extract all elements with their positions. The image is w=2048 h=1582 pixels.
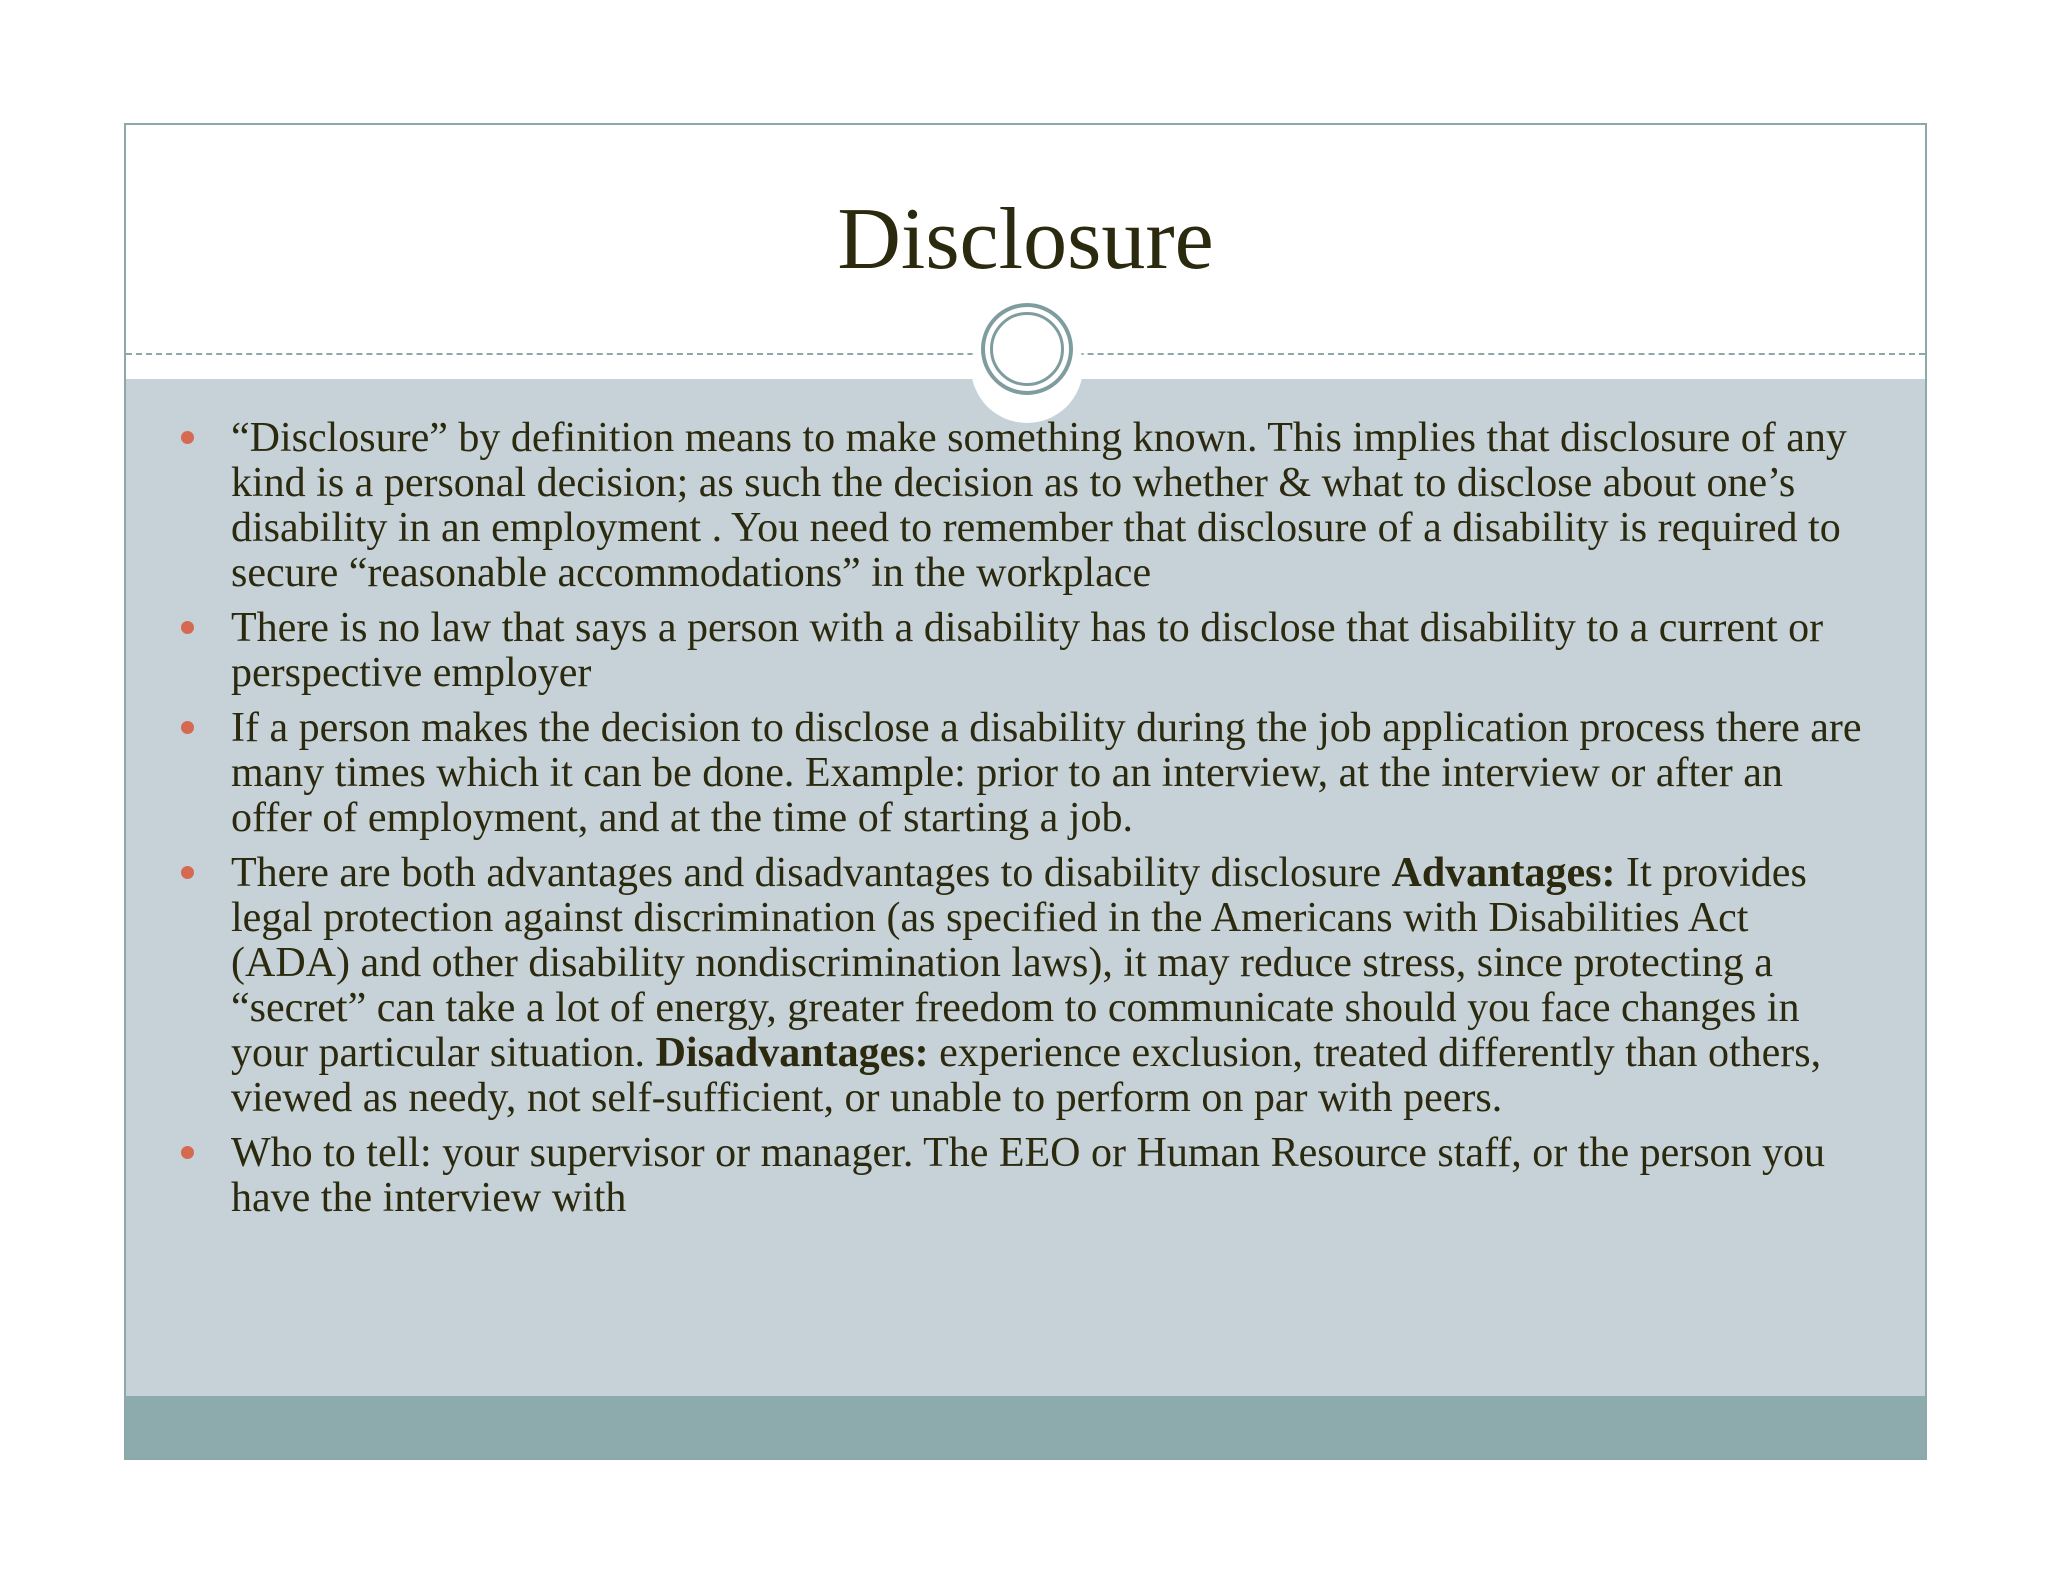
bullet-list <box>126 416 1925 1231</box>
bullet-dot-icon <box>181 431 194 444</box>
bullet-text-intro: There are both advantages and disadvantages to disability disclosure <box>231 850 1392 896</box>
bullet-item-advantages-disadvantages <box>126 851 1925 1121</box>
bullet-item-no-law <box>126 606 1925 696</box>
bullet-dot-icon <box>181 721 194 734</box>
bullet-item-definition <box>126 416 1925 596</box>
bullet-item-who-to-tell <box>126 1131 1925 1221</box>
disadvantages-text: experience exclusion, treated differently than others, viewed as needy, not self-sufficient, or unable to perform on par with peers. <box>231 1030 1822 1121</box>
circle-ornament-inner-ring <box>990 312 1064 386</box>
bullet-text: Who to tell: your supervisor or manager. The EEO or Human Resource staff, or the person you have the interview with <box>231 1130 1826 1221</box>
bullet-text: If a person makes the decision to disclose a disability during the job application process there are many times which it can be done. Example: prior to an interview, at the interview or after an offer of employment, and at the time of starting a job. <box>231 705 1862 841</box>
footer-band <box>126 1396 1925 1460</box>
slide <box>124 123 1927 1460</box>
bullet-item-timing <box>126 706 1925 841</box>
bullet-dot-icon <box>181 866 194 879</box>
advantages-text: It provides legal protection against discrimination (as specified in the Americans with Disabilities Act (ADA) and other disability nondiscrimination laws), it may reduce stress, since protecting a “secret” can take a lot of energy, greater freedom to communicate should you face changes in your particular situation. <box>231 850 1807 1076</box>
slide-title: Disclosure <box>837 191 1214 288</box>
advantages-label: Advantages: <box>1391 850 1616 896</box>
bullet-dot-icon <box>181 621 194 634</box>
bullet-text: “Disclosure” by definition means to make something known. This implies that disclosure of any kind is a personal decision; as such the decision as to whether & what to disclose about one’s disability in an employment . You need to remember that disclosure of a disability is required to secure “reasonable accommodations” in the workplace <box>231 415 1847 596</box>
bullet-dot-icon <box>181 1146 194 1159</box>
disadvantages-label: Disadvantages: <box>655 1030 929 1076</box>
bullet-text: There is no law that says a person with a disability has to disclose that disability to a current or perspective employer <box>231 605 1824 696</box>
circle-ornament-icon <box>981 303 1073 395</box>
